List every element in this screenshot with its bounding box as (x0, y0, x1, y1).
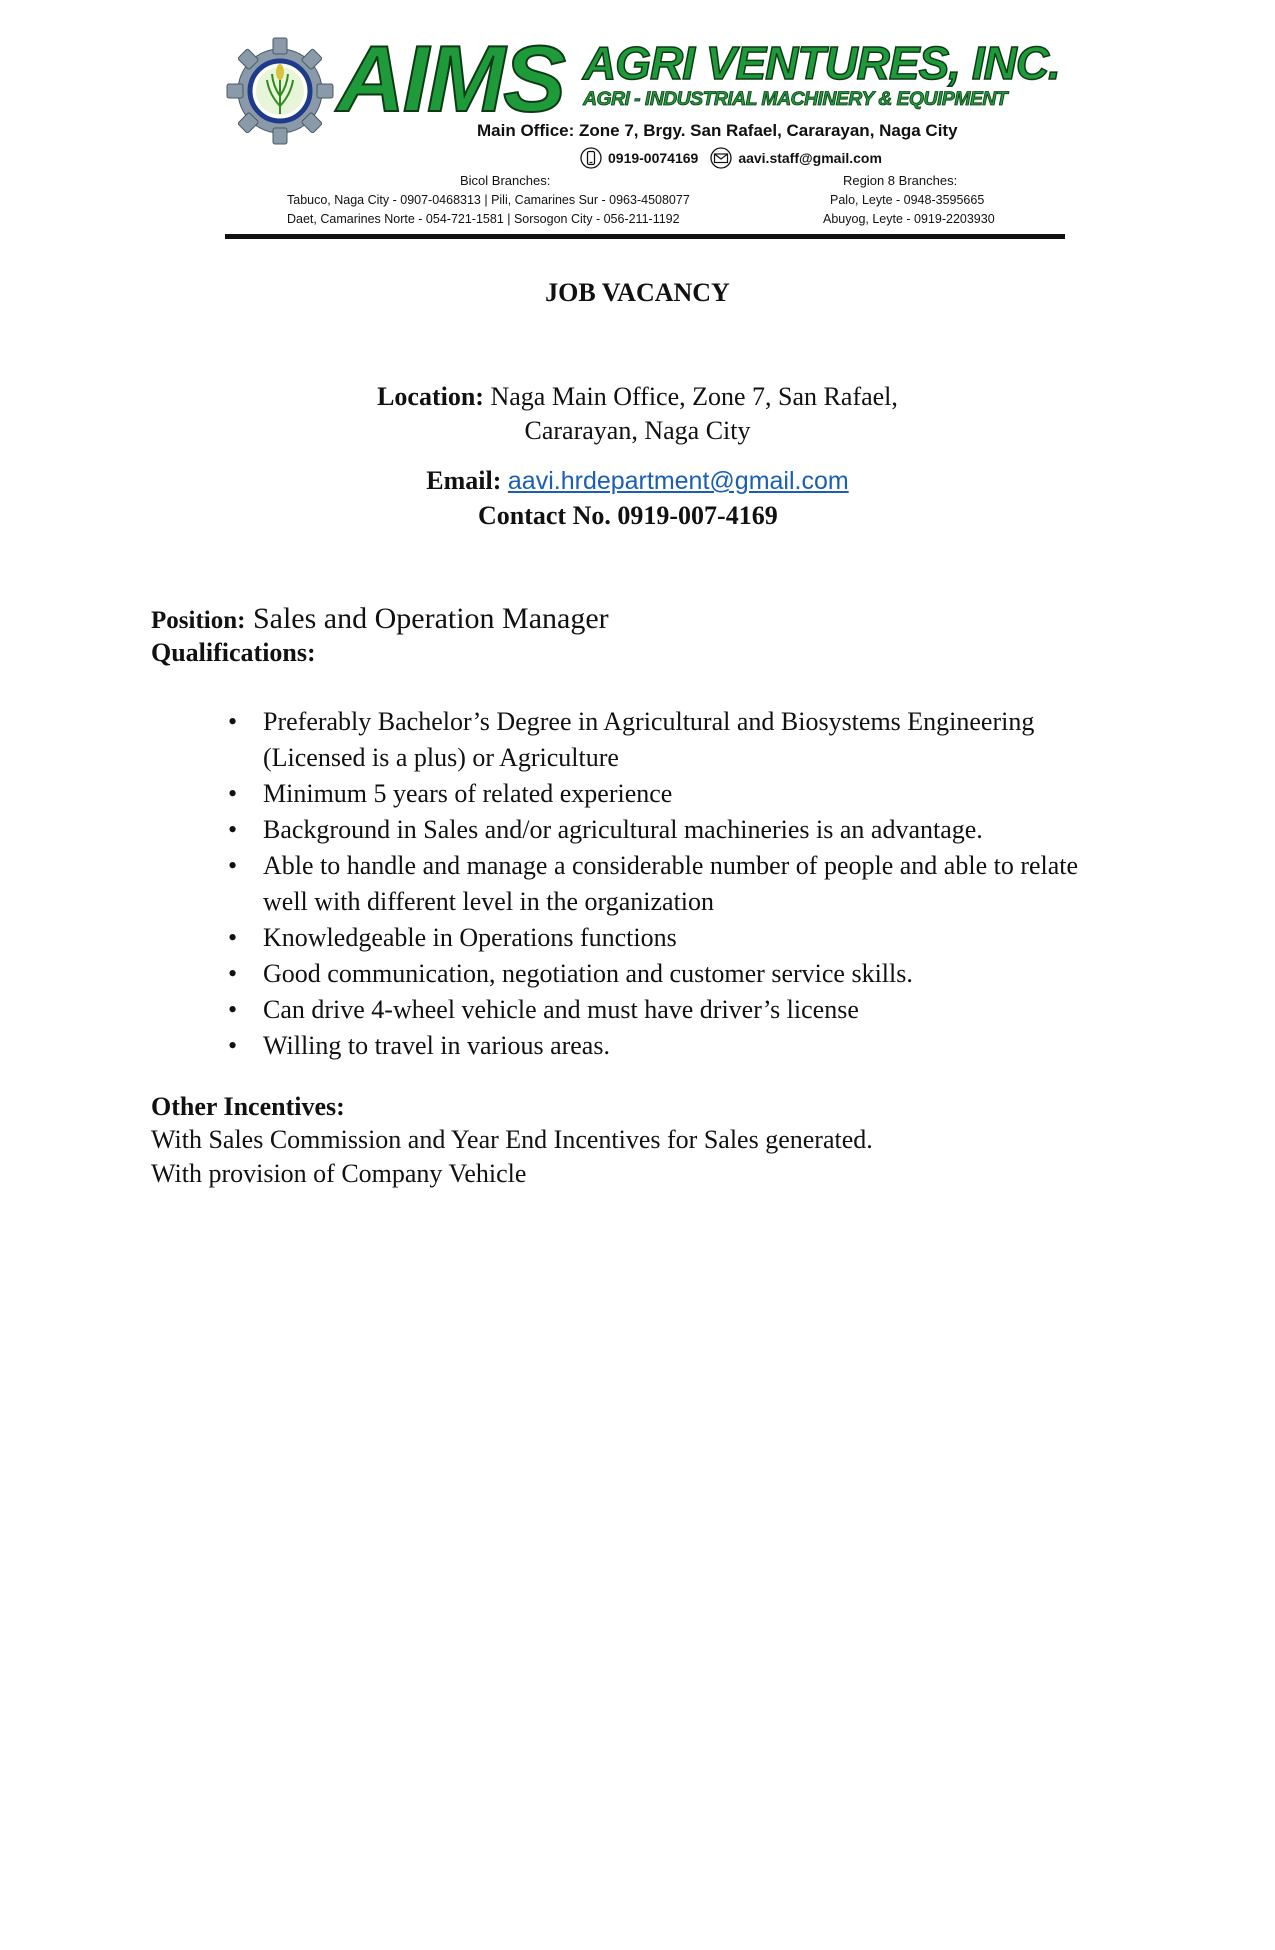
bicol-branches-heading: Bicol Branches: (460, 173, 551, 188)
mail-icon (710, 147, 732, 169)
location-line (0, 384, 1275, 410)
contact-number-line (478, 503, 778, 529)
list-item: • Can drive 4-wheel vehicle and must have driver’s license (263, 992, 1123, 1028)
phone-icon (580, 147, 602, 169)
brand-name: AGRI VENTURES, INC. (583, 37, 1060, 89)
contact-label: Contact No. (478, 501, 611, 530)
bicol-branches-line: Daet, Camarines Norte - 054-721-1581 | Sorsogon City - 056-211-1192 (287, 212, 680, 226)
list-item: • Background in Sales and/or agricultural machineries is an advantage. (263, 812, 1123, 848)
letterhead-email: aavi.staff@gmail.com (738, 150, 882, 166)
main-office-address: Main Office: Zone 7, Brgy. San Rafael, Cararayan, Naga City (477, 121, 958, 140)
location-line-2: Cararayan, Naga City (524, 416, 751, 445)
list-item: • Knowledgeable in Operations functions (263, 920, 1123, 956)
qualifications-heading: Qualifications: (151, 638, 316, 667)
gear-logo-icon (225, 36, 335, 146)
region8-branches-line: Palo, Leyte - 0948-3595665 (830, 193, 985, 207)
page-title: JOB VACANCY (545, 278, 730, 307)
bicol-branches-line: Tabuco, Naga City - 0907-0468313 | Pili, Camarines Sur - 0963-4508077 (287, 193, 690, 207)
position-label: Position: (151, 607, 246, 634)
incentive-line: With Sales Commission and Year End Incentives for Sales generated. (151, 1125, 873, 1154)
position-value: Sales and Operation Manager (245, 602, 609, 635)
email-label: Email: (426, 466, 502, 495)
letterhead-phone: 0919-0074169 (608, 150, 699, 166)
list-item: • Willing to travel in various areas. (263, 1028, 1123, 1064)
list-item: • Minimum 5 years of related experience (263, 776, 1123, 812)
location-label: Location: (377, 382, 484, 411)
location-value: Naga Main Office, Zone 7, San Rafael, (483, 382, 898, 411)
email-line (0, 468, 1275, 494)
brand-tagline: AGRI - INDUSTRIAL MACHINERY & EQUIPMENT (583, 88, 1008, 110)
incentives-heading: Other Incentives: (151, 1092, 345, 1121)
contact-value: 0919-007-4169 (610, 501, 778, 530)
qualifications-list (263, 704, 1123, 1064)
list-item: • Preferably Bachelor’s Degree in Agricultural and Biosystems Engineering (Licensed is a plus) or Agriculture (263, 704, 1123, 776)
position-line (151, 604, 609, 634)
brand-aims: AIMS (337, 26, 564, 131)
letterhead (225, 28, 1065, 242)
incentive-line: With provision of Company Vehicle (151, 1159, 527, 1188)
email-link[interactable]: aavi.hrdepartment@gmail.com (507, 467, 849, 495)
letterhead-contact-row (580, 147, 882, 169)
list-item: • Good communication, negotiation and customer service skills. (263, 956, 1123, 992)
region8-branches-line: Abuyog, Leyte - 0919-2203930 (823, 212, 995, 226)
region8-branches-heading: Region 8 Branches: (843, 173, 958, 188)
letterhead-divider (225, 234, 1065, 239)
list-item: • Able to handle and manage a considerable number of people and able to relate well with different level in the organization (263, 848, 1123, 920)
